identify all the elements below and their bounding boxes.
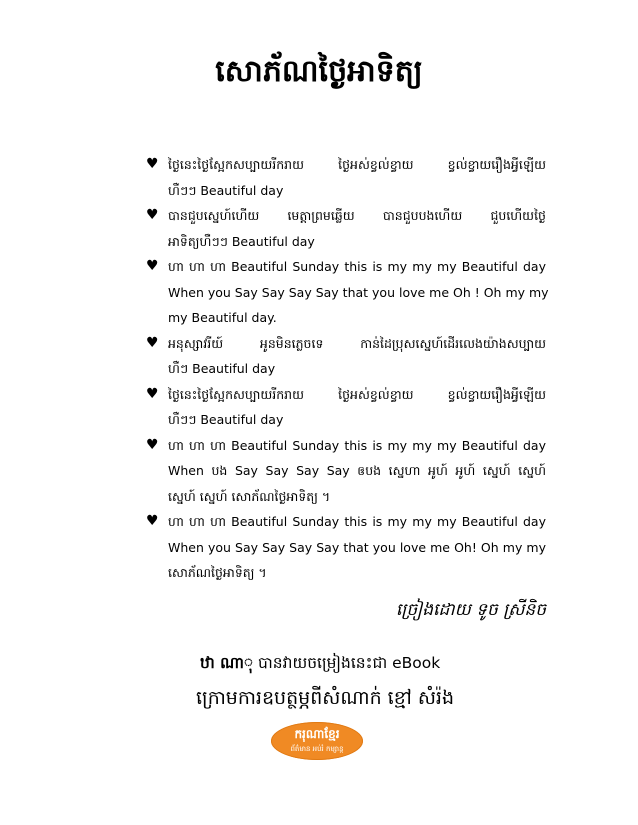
verse-line: ថ្ងៃនេះថ្ងៃស្អែកសប្បាយរីករាយ ថ្ងៃអស់ខ្វល់ខ្វាយ ខ្វល់ខ្វាយរឿងអ្វីឡើយ xyxy=(168,386,546,402)
verse xyxy=(146,152,546,203)
verse-line: អាទិត្យហឺៗៗ Beautiful day xyxy=(168,233,315,249)
heart-bullet-icon: ♥ xyxy=(146,385,159,402)
verse-line: my Beautiful day. xyxy=(168,310,277,325)
logo-tagline: ព័ត៌មាន អប់រំ កម្សាន្ត xyxy=(290,745,344,753)
verse-line: ថ្ងៃនេះថ្ងៃស្អែកសប្បាយរីករាយ ថ្ងៃអស់ខ្វល់ខ្វាយ ខ្វល់ខ្វាយរឿងអ្វីឡើយ xyxy=(168,157,546,172)
lyrics-list xyxy=(146,152,549,586)
verse-line: When you Say Say Say Say that you love me Oh ! Oh my my xyxy=(168,284,549,300)
verse xyxy=(146,254,549,331)
page-title: សោភ័ណថ្ងៃអាទិត្យ xyxy=(215,54,423,89)
heart-bullet-icon: ♥ xyxy=(146,513,159,529)
verse-line: អនុស្សាវរីយ៍ អូនមិនភ្លេចទេ កាន់ដៃប្រុសស្នេហ៍ដើរលេងយ៉ាងសប្បាយ xyxy=(168,335,546,351)
verse-line: បានជួបស្នេហ៍ហើយ មេត្តាព្រមឆ្លើយ បានជួបបងហើយ ជួបហើយថ្ងៃ xyxy=(168,208,546,223)
typist-credit xyxy=(200,650,440,676)
logo-title: ករុណាខ្មែរ xyxy=(294,727,340,741)
verse xyxy=(146,331,546,382)
heart-bullet-icon: ♥ xyxy=(146,156,159,172)
heart-bullet-icon: ♥ xyxy=(146,207,159,223)
verse-line: ស្នេហ៍ ស្នេហ៍ សោភ័ណថ្ងៃអាទិត្យ ។ xyxy=(168,488,331,504)
heart-bullet-icon: ♥ xyxy=(146,258,159,274)
verse xyxy=(146,382,546,433)
verse xyxy=(146,509,546,586)
singer-credit: ច្រៀងដោយ ទូច ស្រីនិច xyxy=(395,600,546,620)
sponsor-credit: ក្រោមការឧបត្ថម្ភពីសំណាក់ ខ្មៅ សំរ៉ង xyxy=(196,687,455,709)
verse xyxy=(146,433,546,510)
verse-line: ហា ហា ហា Beautiful Sunday this is my my my Beautiful day xyxy=(168,259,546,274)
verse-line: When បង Say Say Say Say ឲបង ស្នេហា អូហ៍ អូហ៍ ស្នេហ៍ ស្នេហ៍ xyxy=(168,463,546,478)
verse-line: ហឺៗៗ Beautiful day xyxy=(168,412,284,427)
heart-bullet-icon: ♥ xyxy=(146,436,159,453)
verse-line: ហឺៗៗ Beautiful day xyxy=(168,182,284,198)
verse-line: ហា ហា ហា Beautiful Sunday this is my my my Beautiful day xyxy=(168,437,546,453)
heart-bullet-icon: ♥ xyxy=(146,334,159,351)
verse-line: ហឺៗ Beautiful day xyxy=(168,361,276,376)
typist-name: ឋា ណាុ xyxy=(200,654,254,672)
verse-line: When you Say Say Say Say that you love me Oh! Oh my my xyxy=(168,539,546,555)
verse-line: សោភ័ណថ្ងៃអាទិត្យ ។ xyxy=(168,565,267,580)
typist-credit-text: បានវាយចម្រៀងនេះជា eBook xyxy=(253,654,441,672)
karuna-khmer-logo xyxy=(271,722,363,760)
verse-line: ហា ហា ហា Beautiful Sunday this is my my my Beautiful day xyxy=(168,514,546,529)
verse xyxy=(146,203,546,254)
